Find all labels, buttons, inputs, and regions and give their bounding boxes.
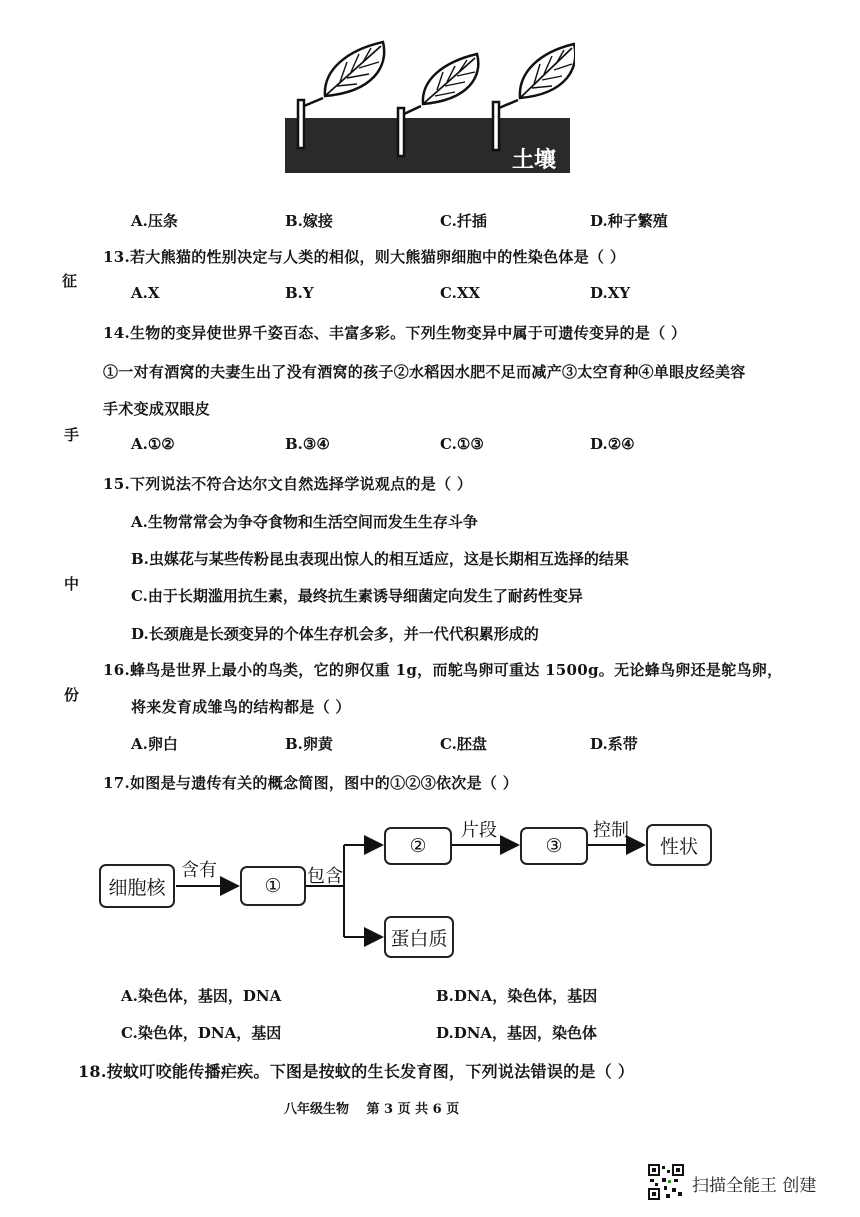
q13-stem: 13.若大熊猫的性别决定与人类的相似，则大熊猫卵细胞中的性染色体是（ ） xyxy=(103,248,626,266)
node-protein: 蛋白质 xyxy=(384,916,454,958)
margin-char: 征 xyxy=(62,272,78,290)
q16-stem: 16.蜂鸟是世界上最小的鸟类，它的卵仅重 1g，而鸵鸟卵可重达 1500g。无论蜂鸟卵还是鸵鸟卵， xyxy=(103,661,783,679)
margin-char: 手 xyxy=(64,426,80,444)
q18-stem: 18.按蚊叮咬能传播疟疾。下图是按蚊的生长发育图，下列说法错误的是（ ） xyxy=(78,1062,635,1081)
soil-label: 土壤 xyxy=(512,148,557,173)
label-contains: 含有 xyxy=(181,860,217,881)
q16-option-c: C.胚盘 xyxy=(440,735,487,753)
q16-option-a: A.卵白 xyxy=(131,735,178,753)
q16-option-d: D.系带 xyxy=(590,735,638,753)
label-control: 控制 xyxy=(593,820,629,841)
q17-stem: 17.如图是与遗传有关的概念简图，图中的①②③依次是（ ） xyxy=(103,774,519,792)
q15-option-b: B.虫媒花与某些传粉昆虫表现出惊人的相互适应，这是长期相互选择的结果 xyxy=(131,550,629,568)
q14-option-d: D.②④ xyxy=(590,435,635,453)
q17-option-b: B.DNA，染色体，基因 xyxy=(436,987,598,1005)
node-3: ③ xyxy=(520,827,588,865)
q13-option-d: D.XY xyxy=(590,284,631,302)
q12-option-a: A.压条 xyxy=(131,212,178,230)
q13-option-c: C.XX xyxy=(440,284,481,302)
node-1: ① xyxy=(240,866,306,906)
q14-option-b: B.③④ xyxy=(285,435,330,453)
q13-option-a: A.X xyxy=(131,284,160,302)
q16-line2: 将来发育成雏鸟的结构都是（ ） xyxy=(131,698,351,716)
node-2: ② xyxy=(384,827,452,865)
q15-stem: 15.下列说法不符合达尔文自然选择学说观点的是（ ） xyxy=(103,475,473,493)
q15-option-c: C.由于长期滥用抗生素，最终抗生素诱导细菌定向发生了耐药性变异 xyxy=(131,587,583,605)
q12-option-c: C.扦插 xyxy=(440,212,487,230)
node-trait: 性状 xyxy=(646,824,712,866)
margin-char: 份 xyxy=(64,686,80,704)
q14-stem: 14.生物的变异使世界千姿百态、丰富多彩。下列生物变异中属于可遗传变异的是（ ） xyxy=(103,324,687,342)
q14-line3: 手术变成双眼皮 xyxy=(103,400,211,418)
q17-option-c: C.染色体，DNA，基因 xyxy=(121,1024,282,1042)
q14-option-a: A.①② xyxy=(131,435,175,453)
q13-option-b: B.Y xyxy=(285,284,314,302)
q15-option-d: D.长颈鹿是长颈变异的个体生存机会多，并一代代积累形成的 xyxy=(131,625,539,643)
q12-option-d: D.种子繁殖 xyxy=(590,212,668,230)
page-footer: 八年级生物 第 3 页 共 6 页 xyxy=(284,1102,460,1117)
q12-option-b: B.嫁接 xyxy=(285,212,333,230)
q14-line2: ①一对有酒窝的夫妻生出了没有酒窝的孩子②水稻因水肥不足而减产③太空育种④单眼皮经美容 xyxy=(103,363,746,381)
q14-option-c: C.①③ xyxy=(440,435,484,453)
q15-option-a: A.生物常常会为争夺食物和生活空间而发生生存斗争 xyxy=(131,513,478,531)
q17-option-a: A.染色体，基因，DNA xyxy=(121,987,282,1005)
q17-option-d: D.DNA，基因，染色体 xyxy=(436,1024,598,1042)
label-contains-2: 包含 xyxy=(307,866,343,887)
margin-char: 中 xyxy=(64,575,80,593)
scanner-watermark: 扫描全能王 创建 xyxy=(692,1176,817,1196)
q16-option-b: B.卵黄 xyxy=(285,735,333,753)
label-fragment: 片段 xyxy=(461,820,497,841)
node-nucleus: 细胞核 xyxy=(99,864,175,908)
qr-code-icon xyxy=(648,1164,684,1200)
